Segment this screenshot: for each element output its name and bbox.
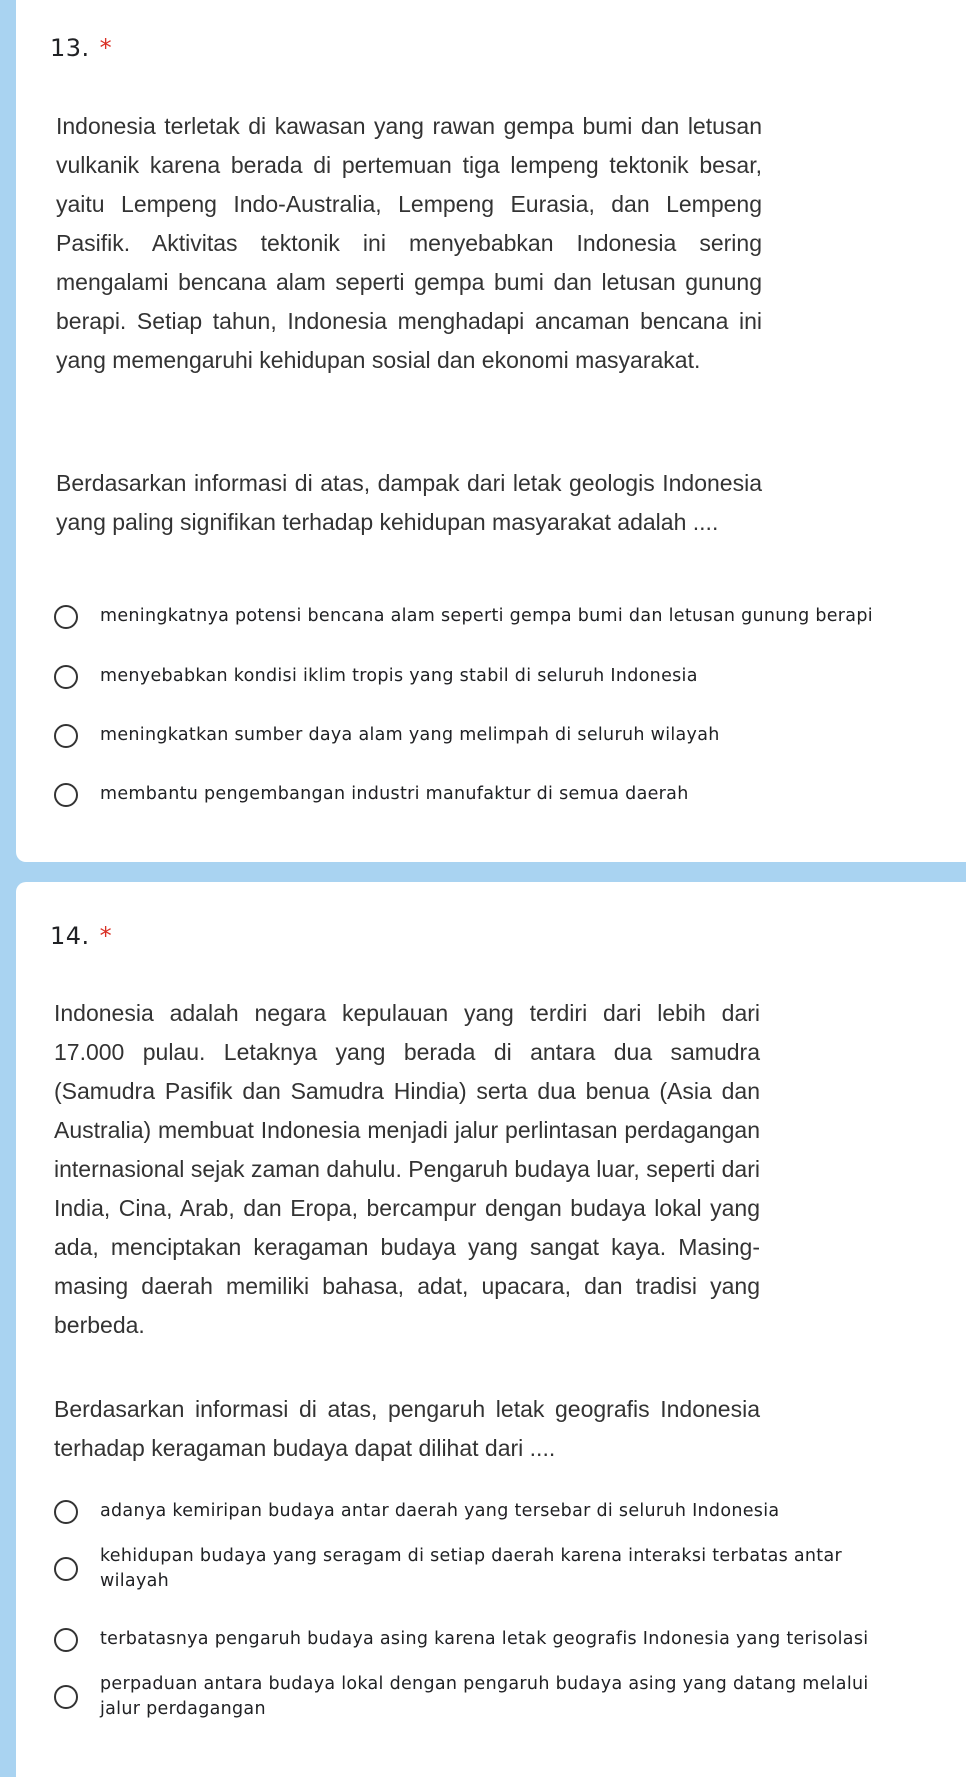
radio-button[interactable] <box>54 1628 78 1652</box>
answer-option[interactable] <box>54 1627 934 1652</box>
option-label: kehidupan budaya yang seragam di setiap daerah karena interaksi terbatas antar wilayah <box>100 1546 842 1591</box>
required-asterisk: * <box>99 922 113 950</box>
option-label: meningkatkan sumber daya alam yang melimpah di seluruh wilayah <box>100 725 720 745</box>
option-label: terbatasnya pengaruh budaya asing karena letak geografis Indonesia yang terisolasi <box>100 1629 869 1649</box>
option-label: menyebabkan kondisi iklim tropis yang stabil di seluruh Indonesia <box>100 666 698 686</box>
option-label: membantu pengembangan industri manufaktur di semua daerah <box>100 784 689 804</box>
radio-button[interactable] <box>54 1557 78 1581</box>
question-title <box>50 34 112 62</box>
question-passage: Indonesia terletak di kawasan yang rawan gempa bumi dan letusan vulkanik karena berada di pertemuan tiga lempeng tektonik besar, yaitu Lempeng Indo-Australia, Lempeng Eurasia, dan Lempeng Pasifik. Aktivitas tektonik ini menyebabkan Indonesia sering mengalami bencana alam seperti gempa bumi dan letusan gunung berapi. Setiap tahun, Indonesia menghadapi ancaman bencana ini yang memengaruhi kehidupan sosial dan ekonomi masyarakat. <box>56 113 762 373</box>
question-title <box>50 922 112 950</box>
answer-option[interactable] <box>54 723 934 748</box>
radio-button[interactable] <box>54 724 78 748</box>
radio-button[interactable] <box>54 1500 78 1524</box>
radio-button[interactable] <box>54 605 78 629</box>
answer-option[interactable] <box>54 1499 934 1524</box>
question-number: 14. <box>50 922 90 950</box>
answer-option[interactable] <box>54 782 934 807</box>
question-prompt: Berdasarkan informasi di atas, pengaruh letak geografis Indonesia terhadap keragaman budaya dapat dilihat dari .... <box>54 1396 760 1461</box>
option-label: perpaduan antara budaya lokal dengan pengaruh budaya asing yang datang melalui jalur perdagangan <box>100 1674 869 1719</box>
question-card-14 <box>16 882 966 1777</box>
radio-button[interactable] <box>54 1685 78 1709</box>
question-prompt: Berdasarkan informasi di atas, dampak dari letak geologis Indonesia yang paling signifikan terhadap kehidupan masyarakat adalah .... <box>56 470 762 535</box>
answer-option[interactable] <box>54 1544 914 1594</box>
option-label: adanya kemiripan budaya antar daerah yang tersebar di seluruh Indonesia <box>100 1501 780 1521</box>
radio-button[interactable] <box>54 665 78 689</box>
question-card-13 <box>16 0 966 862</box>
question-passage: Indonesia adalah negara kepulauan yang terdiri dari lebih dari 17.000 pulau. Letaknya yang berada di antara dua samudra (Samudra Pasifik dan Samudra Hindia) serta dua benua (Asia dan Australia) membuat Indonesia menjadi jalur perlintasan perdagangan internasional sejak zaman dahulu. Pengaruh budaya luar, seperti dari India, Cina, Arab, dan Eropa, bercampur dengan budaya lokal yang ada, menciptakan keragaman budaya yang sangat kaya. Masing-masing daerah memiliki bahasa, adat, upacara, dan tradisi yang berbeda. <box>54 1000 760 1338</box>
answer-option[interactable] <box>54 604 934 629</box>
option-label: meningkatnya potensi bencana alam seperti gempa bumi dan letusan gunung berapi <box>100 606 873 626</box>
answer-option[interactable] <box>54 1672 914 1722</box>
answer-option[interactable] <box>54 664 934 689</box>
required-asterisk: * <box>99 34 113 62</box>
radio-button[interactable] <box>54 783 78 807</box>
question-number: 13. <box>50 34 90 62</box>
